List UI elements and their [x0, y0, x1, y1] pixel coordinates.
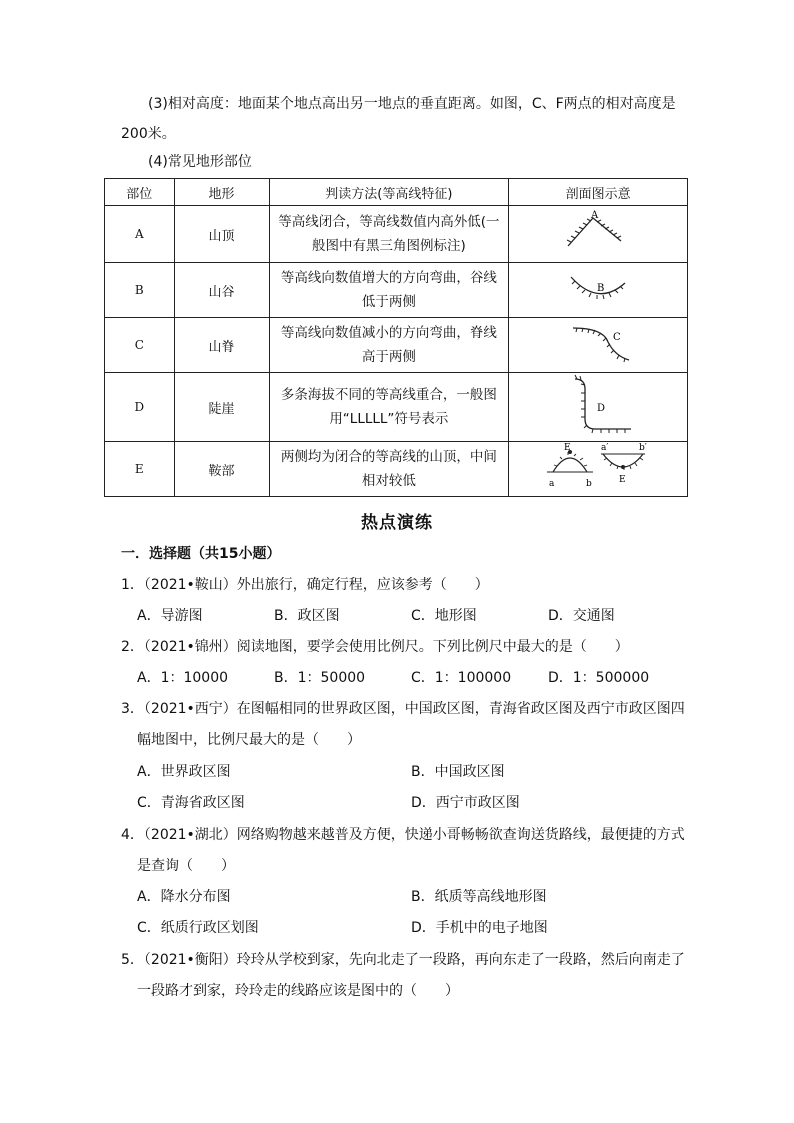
option-a[interactable]: A．降水分布图 — [137, 889, 231, 905]
option-d[interactable]: D．交通图 — [548, 608, 615, 624]
row-method — [269, 263, 509, 318]
row-method — [269, 442, 509, 497]
option-d[interactable]: D．手机中的电子地图 — [411, 920, 548, 936]
question-stem: 4．（2021•湖北）网络购物越来越普及方便，快递小哥畅畅欲查询送货路线，最便捷的方式 — [121, 827, 685, 843]
question-stem-cont: 幅地图中，比例尺最大的是（ ） — [137, 732, 361, 748]
row-code: D — [105, 373, 175, 442]
intro-line-1: (3)相对高度：地面某个地点高出另一地点的垂直距离。如图，C、F两点的相对高度是 — [148, 96, 676, 112]
section-header: 一．选择题（共15小题） — [121, 546, 281, 562]
saddle-profile-diagram — [513, 442, 683, 492]
option-c[interactable]: C．地形图 — [411, 608, 477, 624]
option-a[interactable]: A．导游图 — [137, 608, 203, 624]
profile-cell — [509, 442, 688, 497]
cliff-profile-diagram — [513, 373, 683, 437]
header-terrain: 地形 — [174, 179, 269, 206]
profile-label: D — [597, 403, 606, 414]
profile-label: C — [613, 332, 621, 343]
option-b[interactable]: B．纸质等高线地形图 — [411, 889, 547, 905]
profile-cell — [509, 373, 688, 442]
table-row — [105, 206, 688, 263]
method-line: 般图中有黑三角图例标注) — [311, 238, 466, 254]
method-line: 低于两侧 — [361, 294, 416, 310]
ridge-profile-diagram — [513, 318, 683, 368]
row-terrain: 山顶 — [174, 206, 269, 263]
intro-line-3: (4)常见地形部位 — [148, 154, 252, 170]
table-row — [105, 263, 688, 318]
method-line: 等高线闭合，等高线数值内高外低(一 — [278, 214, 500, 230]
profile-label: a — [549, 479, 555, 489]
row-method — [269, 206, 509, 263]
intro-line-2: 200米。 — [121, 126, 176, 142]
question-stem-cont: 一段路才到家，玲玲走的线路应该是图中的（ ） — [137, 983, 459, 999]
option-c[interactable]: C．青海省政区图 — [137, 795, 245, 811]
summit-profile-diagram — [513, 206, 683, 258]
profile-label: E — [619, 475, 626, 485]
row-terrain: 陡崖 — [174, 373, 269, 442]
profile-label: A — [591, 210, 599, 221]
method-line: 用“ⅬⅬⅬⅬⅬ”符号表示 — [329, 411, 449, 427]
table-header-row — [105, 179, 688, 206]
option-c[interactable]: C．1：100000 — [411, 670, 512, 686]
terrain-table — [104, 178, 688, 497]
method-line: 等高线向数值增大的方向弯曲，谷线 — [280, 270, 497, 286]
table-row — [105, 442, 688, 497]
option-a[interactable]: A．世界政区图 — [137, 764, 231, 780]
question-stem: 3．（2021•西宁）在图幅相同的世界政区图，中国政区图，青海省政区图及西宁市政区图四 — [121, 701, 685, 717]
header-method: 判读方法(等高线特征) — [269, 179, 509, 206]
table-row — [105, 318, 688, 373]
option-b[interactable]: B．中国政区图 — [411, 764, 505, 780]
option-c[interactable]: C．纸质行政区划图 — [137, 920, 259, 936]
question-stem: 2．（2021•锦州）阅读地图，要学会使用比例尺。下列比例尺中最大的是（ ） — [121, 639, 629, 655]
row-terrain: 山谷 — [174, 263, 269, 318]
row-code: A — [105, 206, 175, 263]
option-a[interactable]: A．1：10000 — [137, 670, 229, 686]
method-line: 等高线向数值减小的方向弯曲，脊线 — [280, 325, 497, 341]
row-code: E — [105, 442, 175, 497]
row-method — [269, 373, 509, 442]
row-method — [269, 318, 509, 373]
table-row — [105, 373, 688, 442]
method-line: 相对较低 — [361, 473, 416, 489]
question-stem: 1．（2021•鞍山）外出旅行，确定行程，应该参考（ ） — [121, 577, 489, 593]
method-line: 高于两侧 — [361, 349, 416, 365]
method-line: 两侧均为闭合的等高线的山顶，中间 — [280, 449, 497, 465]
option-d[interactable]: D．西宁市政区图 — [411, 795, 520, 811]
profile-label: b — [586, 479, 592, 489]
row-code: C — [105, 318, 175, 373]
option-b[interactable]: B．1：50000 — [274, 670, 366, 686]
row-terrain: 鞍部 — [174, 442, 269, 497]
row-terrain: 山脊 — [174, 318, 269, 373]
question-stem-cont: 是查询（ ） — [137, 858, 235, 874]
row-code: B — [105, 263, 175, 318]
profile-cell — [509, 263, 688, 318]
profile-cell — [509, 206, 688, 263]
profile-label: E — [564, 443, 571, 453]
method-line: 多条海拔不同的等高线重合，一般图 — [280, 387, 497, 403]
valley-profile-diagram — [513, 263, 683, 313]
header-position: 部位 — [105, 179, 175, 206]
option-d[interactable]: D．1：500000 — [548, 670, 650, 686]
profile-label: b′ — [639, 443, 647, 453]
question-stem: 5．（2021•衡阳）玲玲从学校到家，先向北走了一段路，再向东走了一段路，然后向南走了 — [121, 952, 685, 968]
profile-label: a′ — [601, 443, 609, 453]
section-title: 热点演练 — [361, 513, 433, 533]
profile-label: B — [597, 283, 605, 294]
option-b[interactable]: B．政区图 — [274, 608, 340, 624]
profile-cell — [509, 318, 688, 373]
header-profile: 剖面图示意 — [509, 179, 688, 206]
